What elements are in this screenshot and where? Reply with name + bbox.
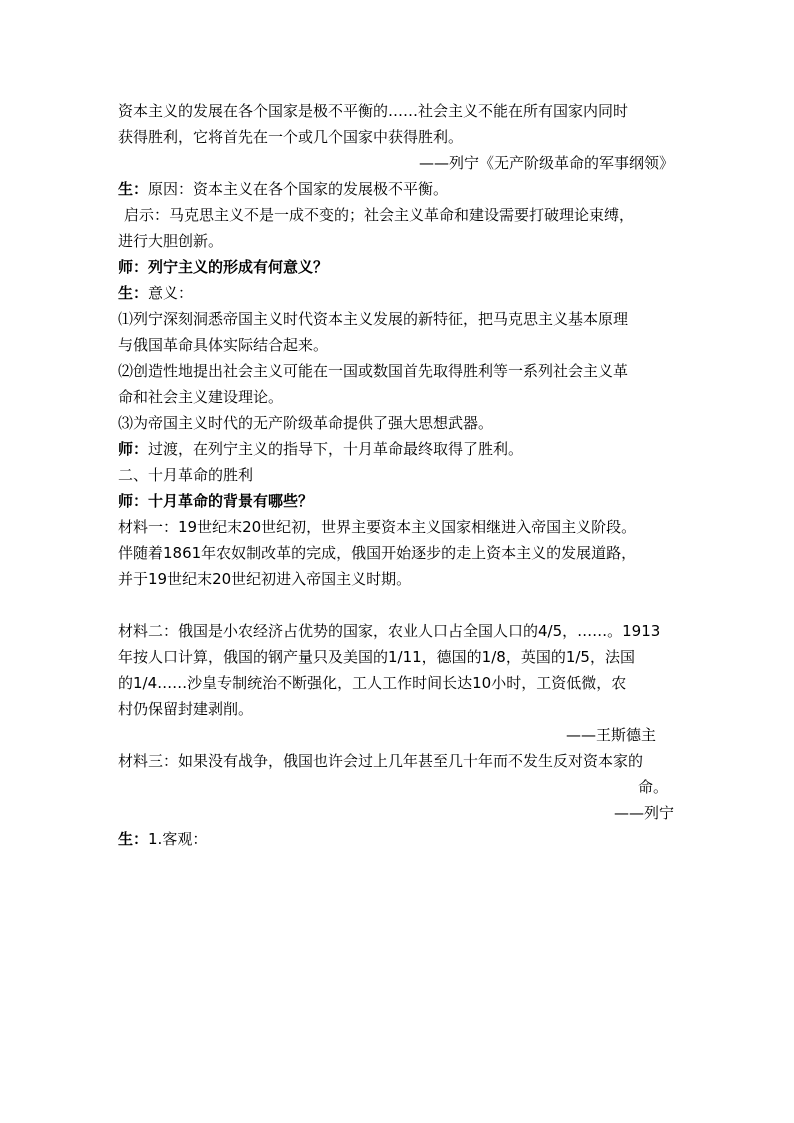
paragraph-line: 材料一：19世纪末20世纪初，世界主要资本主义国家相继进入帝国主义阶段。 xyxy=(118,518,637,536)
student-line xyxy=(118,826,674,852)
teacher-line xyxy=(118,436,674,462)
teacher-line xyxy=(118,254,674,280)
paragraph-line: 年按人口计算，俄国的钢产量只及美国的1/11，德国的1/8，英国的1/5，法国 xyxy=(118,648,635,666)
speaker-label: 师： xyxy=(118,258,149,276)
citation-line: ——王斯德主 xyxy=(565,726,656,744)
teacher-line xyxy=(118,488,674,514)
student-line xyxy=(118,176,674,202)
paragraph-line: 启示：马克思主义不是一成不变的；社会主义革命和建设需要打破理论束缚， xyxy=(124,206,635,224)
paragraph-line: 材料二：俄国是小农经济占优势的国家，农业人口占全国人口的4/5，……。1913 xyxy=(118,622,661,640)
paragraph-line: 获得胜利，它将首先在一个或几个国家中获得胜利。 xyxy=(118,128,464,146)
paragraph-line: 村仍保留封建剥削。 xyxy=(118,700,254,718)
citation-line: ——列宁《无产阶级革命的军事纲领》 xyxy=(418,154,674,172)
student-line xyxy=(118,280,674,306)
speaker-label: 生： xyxy=(118,830,149,848)
line-text: 意义： xyxy=(148,284,194,302)
line-text: 十月革命的背景有哪些？ xyxy=(148,492,314,510)
paragraph-line: 进行大胆创新。 xyxy=(118,232,224,250)
speaker-label: 生： xyxy=(118,284,149,302)
paragraph-line: 的1/4……沙皇专制统治不断强化，工人工作时间长达10小时，工资低微，农 xyxy=(118,674,627,692)
line-text: 原因：资本主义在各个国家的发展极不平衡。 xyxy=(148,180,449,198)
line-text: 列宁主义的形成有何意义？ xyxy=(148,258,329,276)
paragraph-line: 材料三：如果没有战争，俄国也许会过上几年甚至几十年而不发生反对资本家的 xyxy=(118,752,644,770)
paragraph-line: ⑶为帝国主义时代的无产阶级革命提供了强大思想武器。 xyxy=(118,414,494,432)
speaker-label: 师： xyxy=(118,440,149,458)
line-text: 过渡，在列宁主义的指导下，十月革命最终取得了胜利。 xyxy=(148,440,524,458)
paragraph-line: 与俄国革命具体实际结合起来。 xyxy=(118,336,329,354)
speaker-label: 师： xyxy=(118,492,149,510)
paragraph-line: 伴随着1861年农奴制改革的完成，俄国开始逐步的走上资本主义的发展道路， xyxy=(118,544,637,562)
document-page xyxy=(118,98,674,852)
citation-line: ——列宁 xyxy=(613,804,674,822)
paragraph-line: ⑵创造性地提出社会主义可能在一国或数国首先取得胜利等一系列社会主义革 xyxy=(118,362,629,380)
paragraph-line: 命和社会主义建设理论。 xyxy=(118,388,284,406)
paragraph-line: 资本主义的发展在各个国家是极不平衡的……社会主义不能在所有国家内同时 xyxy=(118,102,629,120)
paragraph-line: ⑴列宁深刻洞悉帝国主义时代资本主义发展的新特征，把马克思主义基本原理 xyxy=(118,310,629,328)
section-heading: 二、十月革命的胜利 xyxy=(118,466,254,484)
paragraph-line: 命。 xyxy=(637,778,668,796)
paragraph-line: 并于19世纪末20世纪初进入帝国主义时期。 xyxy=(118,570,412,588)
line-text: 1.客观： xyxy=(148,830,208,848)
speaker-label: 生： xyxy=(118,180,149,198)
blank-line xyxy=(118,592,674,618)
